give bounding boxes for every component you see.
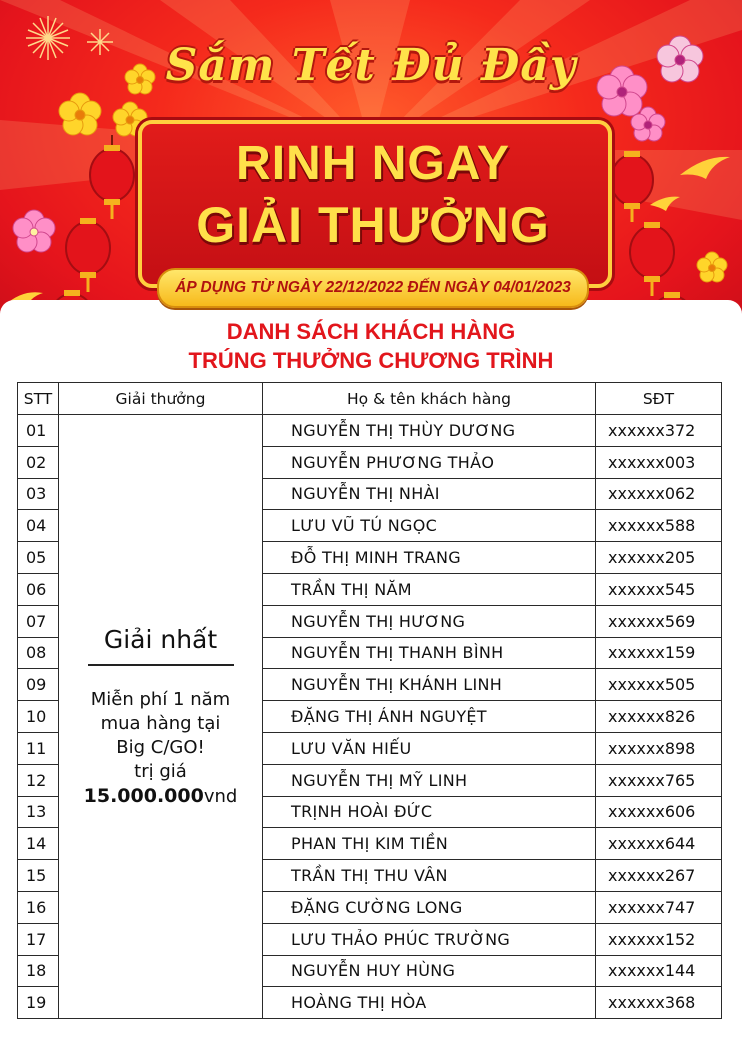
subtitle-line1: DANH SÁCH KHÁCH HÀNG <box>226 319 516 344</box>
customer-name: ĐỖ THỊ MINH TRANG <box>263 542 596 574</box>
customer-name: NGUYỄN THỊ KHÁNH LINH <box>263 669 596 701</box>
customer-phone: xxxxxx569 <box>596 605 722 637</box>
row-stt: 16 <box>18 891 59 923</box>
row-stt: 04 <box>18 510 59 542</box>
customer-phone: xxxxxx003 <box>596 446 722 478</box>
header-prize: Giải thưởng <box>59 383 263 415</box>
customer-name: TRẦN THỊ THU VÂN <box>263 860 596 892</box>
prize-desc-line: Big C/GO! <box>116 736 205 758</box>
row-stt: 02 <box>18 446 59 478</box>
header-stt: STT <box>18 383 59 415</box>
row-stt: 10 <box>18 701 59 733</box>
customer-name: LƯU VŨ TÚ NGỌC <box>263 510 596 542</box>
row-stt: 06 <box>18 573 59 605</box>
customer-name: TRẦN THỊ NĂM <box>263 573 596 605</box>
customer-phone: xxxxxx062 <box>596 478 722 510</box>
row-stt: 15 <box>18 860 59 892</box>
customer-phone: xxxxxx898 <box>596 732 722 764</box>
customer-phone: xxxxxx747 <box>596 891 722 923</box>
customer-name: NGUYỄN THỊ HƯƠNG <box>263 605 596 637</box>
customer-phone: xxxxxx267 <box>596 860 722 892</box>
customer-name: ĐẶNG CƯỜNG LONG <box>263 891 596 923</box>
customer-phone: xxxxxx159 <box>596 637 722 669</box>
row-stt: 03 <box>18 478 59 510</box>
customer-name: NGUYỄN THỊ MỸ LINH <box>263 764 596 796</box>
customer-phone: xxxxxx152 <box>596 923 722 955</box>
row-stt: 19 <box>18 987 59 1019</box>
customer-phone: xxxxxx765 <box>596 764 722 796</box>
customer-name: LƯU VĂN HIẾU <box>263 732 596 764</box>
row-stt: 13 <box>18 796 59 828</box>
customer-phone: xxxxxx372 <box>596 415 722 447</box>
customer-name: NGUYỄN PHƯƠNG THẢO <box>263 446 596 478</box>
customer-name: TRỊNH HOÀI ĐỨC <box>263 796 596 828</box>
prize-value: 15.000.000 <box>83 784 204 807</box>
prize-divider <box>88 664 234 666</box>
row-stt: 08 <box>18 637 59 669</box>
customer-phone: xxxxxx644 <box>596 828 722 860</box>
row-stt: 17 <box>18 923 59 955</box>
subtitle-line2: TRÚNG THƯỞNG CHƯƠNG TRÌNH <box>188 348 554 373</box>
main-title-line1: RINH NGAY <box>236 137 510 190</box>
customer-name: NGUYỄN THỊ THANH BÌNH <box>263 637 596 669</box>
row-stt: 05 <box>18 542 59 574</box>
prize-desc-line: trị giá <box>134 760 187 782</box>
customer-name: ĐẶNG THỊ ÁNH NGUYỆT <box>263 701 596 733</box>
prize-cell <box>59 415 263 1019</box>
table-header-row <box>18 383 722 415</box>
row-stt: 09 <box>18 669 59 701</box>
date-range-pill: ÁP DỤNG TỪ NGÀY 22/12/2022 ĐẾN NGÀY 04/01/2023 <box>157 268 589 308</box>
row-stt: 01 <box>18 415 59 447</box>
customer-name: NGUYỄN THỊ THÙY DƯƠNG <box>263 415 596 447</box>
customer-phone: xxxxxx505 <box>596 669 722 701</box>
customer-phone: xxxxxx826 <box>596 701 722 733</box>
campaign-script-title: Sắm Tết Đủ Đầy <box>165 40 577 91</box>
winners-table <box>17 382 722 1019</box>
customer-name: LƯU THẢO PHÚC TRƯỜNG <box>263 923 596 955</box>
customer-name: NGUYỄN HUY HÙNG <box>263 955 596 987</box>
customer-name: NGUYỄN THỊ NHÀI <box>263 478 596 510</box>
row-stt: 18 <box>18 955 59 987</box>
customer-phone: xxxxxx588 <box>596 510 722 542</box>
prize-description <box>59 688 262 809</box>
prize-desc-line: mua hàng tại <box>100 712 221 734</box>
row-stt: 12 <box>18 764 59 796</box>
customer-phone: xxxxxx205 <box>596 542 722 574</box>
customer-phone: xxxxxx545 <box>596 573 722 605</box>
row-stt: 07 <box>18 605 59 637</box>
prize-desc-line: Miễn phí 1 năm <box>90 688 231 710</box>
header-phone: SĐT <box>596 383 722 415</box>
customer-phone: xxxxxx144 <box>596 955 722 987</box>
customer-phone: xxxxxx368 <box>596 987 722 1019</box>
prize-unit: vnd <box>203 785 238 807</box>
customer-phone: xxxxxx606 <box>596 796 722 828</box>
prize-value-line <box>59 784 262 809</box>
customer-name: PHAN THỊ KIM TIỀN <box>263 828 596 860</box>
table-row <box>18 415 722 447</box>
header-customer-name: Họ & tên khách hàng <box>263 383 596 415</box>
row-stt: 11 <box>18 732 59 764</box>
main-title-line2: GIẢI THƯỞNG <box>196 197 550 253</box>
row-stt: 14 <box>18 828 59 860</box>
prize-title: Giải nhất <box>103 624 218 654</box>
customer-name: HOÀNG THỊ HÒA <box>263 987 596 1019</box>
